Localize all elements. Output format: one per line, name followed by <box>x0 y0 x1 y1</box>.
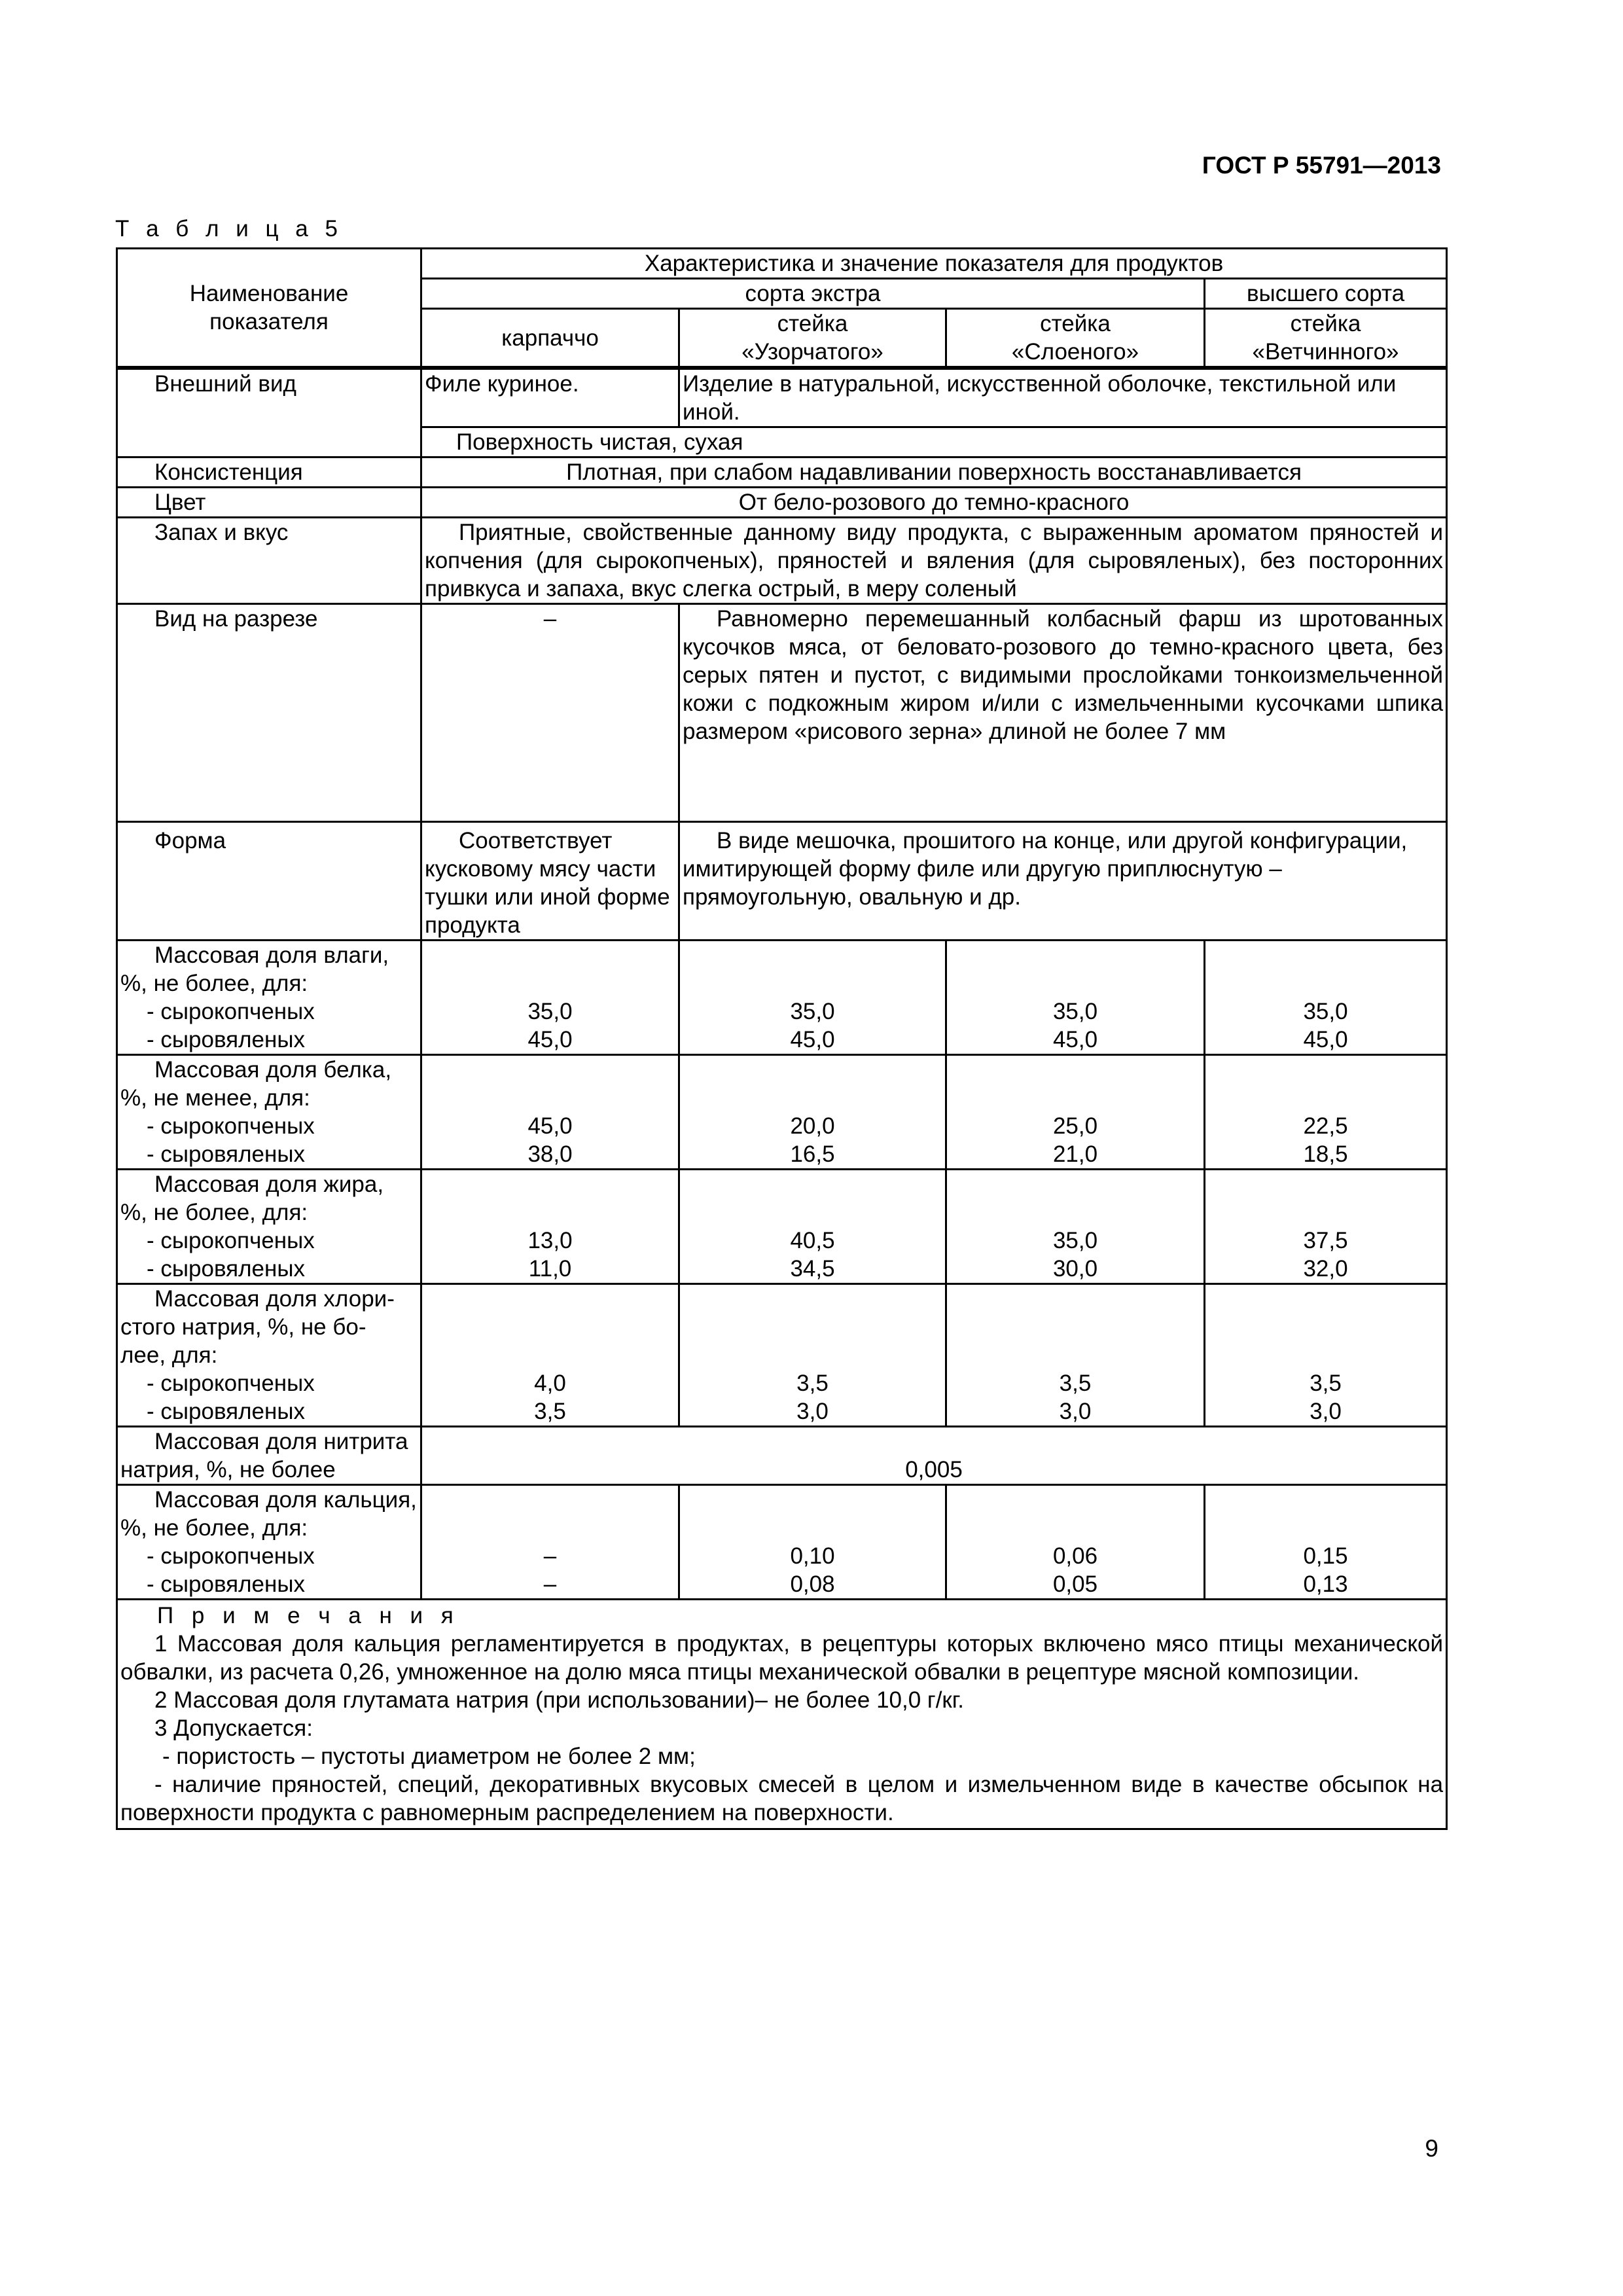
row-sub: - сыровяленых <box>147 1027 305 1052</box>
value-smoked: 22,5 <box>1303 1113 1348 1139</box>
row-name-line: Массовая доля хлори- <box>154 1286 395 1312</box>
value-dried: 16,5 <box>790 1141 835 1167</box>
notes-cell <box>117 1600 1447 1829</box>
notes-title: П р и м е ч а н и я <box>157 1603 459 1628</box>
header-product-line: «Ветчинного» <box>1252 339 1399 365</box>
note-item: 1 Массовая доля кальция регламентируется в продуктах, в рецептуры которых включено мясо птицы механической обвалки, из расчета 0,26, умноженное на долю мяса птицы механической обвалки в рецептуре мясной композиции. <box>120 1631 1444 1685</box>
value-smoked: 0,10 <box>790 1543 835 1569</box>
value-smoked: 0,06 <box>1052 1543 1098 1569</box>
value-dried: 3,0 <box>796 1399 829 1424</box>
value-smoked: 40,5 <box>790 1228 835 1253</box>
header-extra-grade: сорта экстра <box>421 279 1205 309</box>
value-dried: 3,5 <box>534 1399 566 1424</box>
cell-value <box>421 1485 679 1600</box>
cell-value <box>679 941 946 1055</box>
value-dried: 45,0 <box>1052 1027 1098 1052</box>
row-name: Консистенция <box>117 457 421 488</box>
value-dried: 32,0 <box>1303 1256 1348 1282</box>
table-row <box>117 1284 1447 1427</box>
row-name <box>117 1485 421 1600</box>
value-smoked: 35,0 <box>1052 1228 1098 1253</box>
table-row <box>117 457 1447 488</box>
row-sub: - сыровяленых <box>147 1141 305 1167</box>
value-smoked: 35,0 <box>527 999 573 1024</box>
header-name-line: Наименование <box>189 281 349 306</box>
value-smoked: 3,5 <box>796 1371 829 1396</box>
value-dried: 34,5 <box>790 1256 835 1282</box>
value-smoked: 25,0 <box>1052 1113 1098 1139</box>
table-row <box>117 1427 1447 1485</box>
cell-carpaccio: – <box>421 604 679 822</box>
cell-value <box>1205 1485 1447 1600</box>
row-name-line: %, не более, для: <box>120 971 308 996</box>
cell-value <box>679 1485 946 1600</box>
header-characteristics: Характеристика и значение показателя для продуктов <box>421 249 1447 279</box>
cell-other: Изделие в натуральной, искусственной оболочке, текстильной или иной. <box>679 368 1447 427</box>
value-smoked: 3,5 <box>1310 1371 1342 1396</box>
cell-value: 0,005 <box>421 1427 1447 1485</box>
value-smoked: 35,0 <box>790 999 835 1024</box>
value-smoked: 35,0 <box>1303 999 1348 1024</box>
cell-value: От бело-розового до темно-красного <box>421 488 1447 518</box>
cell-value <box>1205 1055 1447 1170</box>
table-row <box>117 1055 1447 1170</box>
row-name-line: Массовая доля кальция, <box>154 1487 417 1513</box>
header-product-line: «Узорчатого» <box>741 339 883 365</box>
row-name <box>117 1284 421 1427</box>
table-row <box>117 941 1447 1055</box>
document-id: ГОСТ Р 55791—2013 <box>1202 152 1441 179</box>
cell-carpaccio: Филе куриное. <box>421 368 679 427</box>
cell-value <box>1205 1284 1447 1427</box>
cell-other: Равномерно перемешанный колбасный фарш из шротованных кусочков мяса, от беловато-розового до темно-красного цвета, без серых пятен и пустот, с видимыми прослойками тонкоизмельченной кожи с подкожным жиром и/или с измельченными кусочками шпика размером «рисового зерна» длиной не более 7 мм <box>679 604 1447 822</box>
row-name: Вид на разрезе <box>117 604 421 822</box>
row-sub: - сырокопченых <box>147 999 315 1024</box>
header-name-cell <box>117 249 421 368</box>
row-name-line: %, не менее, для: <box>120 1085 310 1111</box>
notes-row <box>117 1600 1447 1829</box>
value-dried: 3,0 <box>1310 1399 1342 1424</box>
value-smoked: – <box>543 1543 557 1569</box>
row-name-line: %, не более, для: <box>120 1515 308 1541</box>
note-item: 3 Допускается: <box>154 1715 313 1741</box>
value-smoked: 0,15 <box>1303 1543 1348 1569</box>
value-smoked: 13,0 <box>527 1228 573 1253</box>
row-name <box>117 1055 421 1170</box>
value-dried: 3,0 <box>1059 1399 1092 1424</box>
cell-other: В виде мешочка, прошитого на конце, или другой конфигурации, имитирующей форму филе или другую приплюснутую – прямоугольную, овальную и др. <box>679 822 1447 941</box>
row-name <box>117 1427 421 1485</box>
header-top-grade: высшего сорта <box>1205 279 1447 309</box>
row-sub: - сырокопченых <box>147 1228 315 1253</box>
row-name-line: лее, для: <box>120 1342 218 1368</box>
row-name-line: Массовая доля влаги, <box>154 942 389 968</box>
row-name <box>117 941 421 1055</box>
row-name: Запах и вкус <box>117 518 421 604</box>
value-smoked: 4,0 <box>534 1371 566 1396</box>
row-name-line: Массовая доля нитрита <box>154 1429 408 1454</box>
cell-value: Приятные, свойственные данному виду продукта, с выраженным ароматом пряностей и копчения (для сырокопченых), пряностей и вяления (для сыровяленых), без посторонних привкуса и запаха, вкус слегка острый, в меру соленый <box>421 518 1447 604</box>
cell-value <box>946 1485 1205 1600</box>
row-sub: - сырокопченых <box>147 1371 315 1396</box>
header-product-line: «Слоеного» <box>1011 339 1139 365</box>
row-sub: - сыровяленых <box>147 1399 305 1424</box>
header-name-line: показателя <box>209 309 329 334</box>
value-dried: 11,0 <box>528 1256 572 1282</box>
cell-carpaccio: Соответствует кусковому мясу части тушки или иной форме продукта <box>421 822 679 941</box>
header-product-carpaccio: карпаччо <box>421 309 679 368</box>
header-product <box>679 309 946 368</box>
cell-value <box>679 1055 946 1170</box>
table-row <box>117 368 1447 427</box>
cell-value <box>946 1170 1205 1284</box>
row-name-line: Массовая доля белка, <box>154 1057 392 1083</box>
header-product-line: стейка <box>777 311 848 336</box>
value-dried: 0,13 <box>1303 1571 1348 1597</box>
table-row <box>117 604 1447 822</box>
header-row <box>117 249 1447 279</box>
table-row <box>117 822 1447 941</box>
value-smoked: 45,0 <box>527 1113 573 1139</box>
cell-value <box>421 941 679 1055</box>
cell-value <box>946 941 1205 1055</box>
value-dried: 21,0 <box>1052 1141 1098 1167</box>
value-dried: 45,0 <box>790 1027 835 1052</box>
value-dried: 38,0 <box>527 1141 573 1167</box>
value-dried: 30,0 <box>1052 1256 1098 1282</box>
note-subitem: - наличие пряностей, специй, декоративных вкусовых смесей в целом и измельченном виде в качестве обсыпок на поверхности продукта с равномерным распределением на поверхности. <box>120 1772 1444 1825</box>
row-name-line: натрия, %, не более <box>120 1457 336 1482</box>
table-row <box>117 1170 1447 1284</box>
row-name: Форма <box>117 822 421 941</box>
cell-value <box>421 1284 679 1427</box>
note-subitem: - пористость – пустоты диаметром не более 2 мм; <box>162 1744 696 1769</box>
cell-value <box>421 1055 679 1170</box>
table-row <box>117 518 1447 604</box>
table-caption: Т а б л и ц а 5 <box>115 216 343 242</box>
table-row <box>117 1485 1447 1600</box>
cell-value <box>1205 941 1447 1055</box>
value-dried: – <box>543 1571 557 1597</box>
value-smoked: 35,0 <box>1052 999 1098 1024</box>
value-dried: 0,08 <box>790 1571 835 1597</box>
header-product <box>1205 309 1447 368</box>
header-product-line: стейка <box>1290 311 1361 336</box>
row-sub: - сырокопченых <box>147 1543 315 1569</box>
cell-value <box>946 1284 1205 1427</box>
cell-value <box>679 1284 946 1427</box>
row-name <box>117 1170 421 1284</box>
row-name-line: Массовая доля жира, <box>154 1172 384 1197</box>
value-dried: 0,05 <box>1052 1571 1098 1597</box>
row-sub: - сыровяленых <box>147 1571 305 1597</box>
value-smoked: 37,5 <box>1303 1228 1348 1253</box>
row-sub: - сырокопченых <box>147 1113 315 1139</box>
cell-value <box>1205 1170 1447 1284</box>
cell-value <box>946 1055 1205 1170</box>
row-name: Внешний вид <box>117 368 421 457</box>
row-name: Цвет <box>117 488 421 518</box>
value-dried: 45,0 <box>1303 1027 1348 1052</box>
cell-value: Плотная, при слабом надавливании поверхность восстанавливается <box>421 457 1447 488</box>
note-item: 2 Массовая доля глутамата натрия (при использовании)– не более 10,0 г/кг. <box>154 1687 964 1713</box>
row-sub: - сыровяленых <box>147 1256 305 1282</box>
value-smoked: 20,0 <box>790 1113 835 1139</box>
header-product-line: стейка <box>1040 311 1111 336</box>
value-smoked: 3,5 <box>1059 1371 1092 1396</box>
cell-value <box>421 1170 679 1284</box>
row-name-line: %, не более, для: <box>120 1200 308 1225</box>
spec-table <box>116 247 1448 1830</box>
value-dried: 45,0 <box>527 1027 573 1052</box>
page-number: 9 <box>1425 2135 1438 2162</box>
value-dried: 18,5 <box>1303 1141 1348 1167</box>
cell-common: Поверхность чистая, сухая <box>421 427 1447 457</box>
table-row <box>117 488 1447 518</box>
row-name-line: стого натрия, %, не бо- <box>120 1314 366 1340</box>
cell-value <box>679 1170 946 1284</box>
header-product <box>946 309 1205 368</box>
